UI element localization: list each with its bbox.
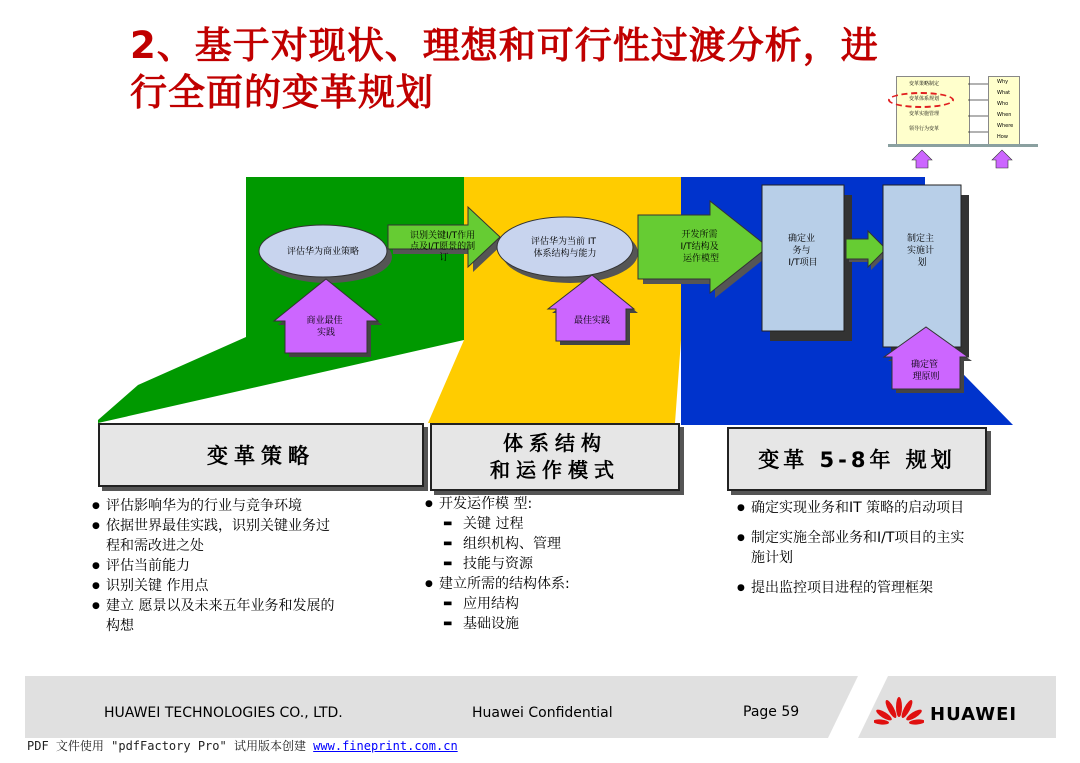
footer-confidential: Huawei Confidential xyxy=(472,705,613,721)
pdf-link[interactable]: www.fineprint.com.cn xyxy=(313,739,458,753)
ellipse-assess-strategy-label: 评估华为商业策略 xyxy=(286,247,360,257)
huawei-logo-text: HUAWEI xyxy=(930,704,1018,725)
list-item: ● 建立所需的结构体系: xyxy=(425,574,665,594)
box-master-plan-label: 制定主 实施计 划 xyxy=(907,234,935,268)
thumbnail-label: What xyxy=(997,90,1011,96)
footer-page-number: Page 59 xyxy=(743,704,800,720)
footer-company: HUAWEI TECHNOLOGIES CO., LTD. xyxy=(104,705,343,721)
thumbnail-label: 变革体系规划 xyxy=(909,96,940,102)
thumbnail-diagram xyxy=(888,72,1038,172)
section-header-plan xyxy=(727,427,987,491)
title-line-1: 2、基于对现状、理想和可行性过渡分析，进 xyxy=(130,24,879,67)
list-item: ▬ 应用结构 xyxy=(425,594,665,614)
green-zone xyxy=(98,177,464,423)
arrow-develop-it-label: 开发所需 I/T结构及 运作模型 xyxy=(680,230,720,264)
list-item: ● 建立 愿景以及未来五年业务和发展的 xyxy=(92,596,402,616)
list-item: ● 依据世界最佳实践，识别关键业务过 xyxy=(92,516,402,536)
bullet-list-architecture xyxy=(425,494,665,634)
arrow-identify-it-label: 识别关键I/T作用 点及I/T愿景的制 订 xyxy=(409,231,476,263)
list-item: 程和需改进之处 xyxy=(106,538,204,554)
ellipse-assess-it-label: 评估华为当前 IT 体系结构与能力 xyxy=(531,237,597,259)
list-item: ▬ 技能与资源 xyxy=(425,554,665,574)
list-item: ● 提出监控项目进程的管理框架 xyxy=(737,578,1037,598)
list-item: ▬ 组织机构、管理 xyxy=(425,534,665,554)
list-item: ● 评估当前能力 xyxy=(92,556,402,576)
thumbnail-connectors xyxy=(888,72,1038,172)
thumbnail-label: 变革实施管理 xyxy=(909,111,940,117)
thumbnail-label: Where xyxy=(997,123,1014,129)
thumbnail-label: When xyxy=(997,112,1012,118)
bullet-list-plan xyxy=(737,498,1037,598)
list-item: ● 评估影响华为的行业与竞争环境 xyxy=(92,496,402,516)
list-item: ● 确定实现业务和IT 策略的启动项目 xyxy=(737,498,1037,518)
list-item: ▬ 关键 过程 xyxy=(425,514,665,534)
list-item: ▬ 基础设施 xyxy=(425,614,665,634)
thumbnail-label: Who xyxy=(997,101,1009,107)
title-line-2: 行全面的变革规划 xyxy=(130,71,434,114)
planning-flow-diagram xyxy=(98,175,1013,435)
list-item: 施计划 xyxy=(751,550,793,566)
list-item: ● 开发运作模 型: xyxy=(425,494,665,514)
thumbnail-label: Why xyxy=(997,79,1009,85)
yellow-zone xyxy=(428,177,681,423)
section-header-plan-label: 变革 5-8年 规划 xyxy=(758,448,956,472)
list-spacer xyxy=(737,568,1037,578)
thumbnail-label: 领导行为变革 xyxy=(909,126,940,132)
pdf-note-text: PDF 文件使用 "pdfFactory Pro" 试用版本创建 xyxy=(27,739,314,753)
box-define-projects-label: 确定业 务与 I/T项目 xyxy=(788,234,818,268)
thumbnail-label: 变革策略制定 xyxy=(909,81,940,87)
list-item: ● 制定实施全部业务和I/T项目的主实 xyxy=(737,528,1037,548)
bullet-list-strategy xyxy=(92,496,402,636)
section-header-architecture-line1: 体系结构 xyxy=(503,431,607,455)
section-header-strategy-label: 变革策略 xyxy=(207,444,315,468)
list-item: 构想 xyxy=(106,618,134,634)
up-arrow-management-principles-label: 确定管 理原则 xyxy=(911,360,940,382)
up-arrow-business-practice-label: 商业最佳 实践 xyxy=(306,316,343,338)
pdf-creator-note xyxy=(27,737,458,754)
thumbnail-label: How xyxy=(997,134,1008,140)
list-item: ● 识别关键 作用点 xyxy=(92,576,402,596)
section-header-architecture-line2: 和运作模式 xyxy=(490,458,620,482)
ellipse-assess-it xyxy=(497,217,633,277)
up-arrow-best-practice-label: 最佳实践 xyxy=(573,316,611,326)
section-header-architecture xyxy=(430,423,680,491)
section-header-strategy xyxy=(98,423,424,487)
page-title xyxy=(130,22,1010,116)
huawei-logo-icon xyxy=(874,697,924,729)
list-spacer xyxy=(737,518,1037,528)
